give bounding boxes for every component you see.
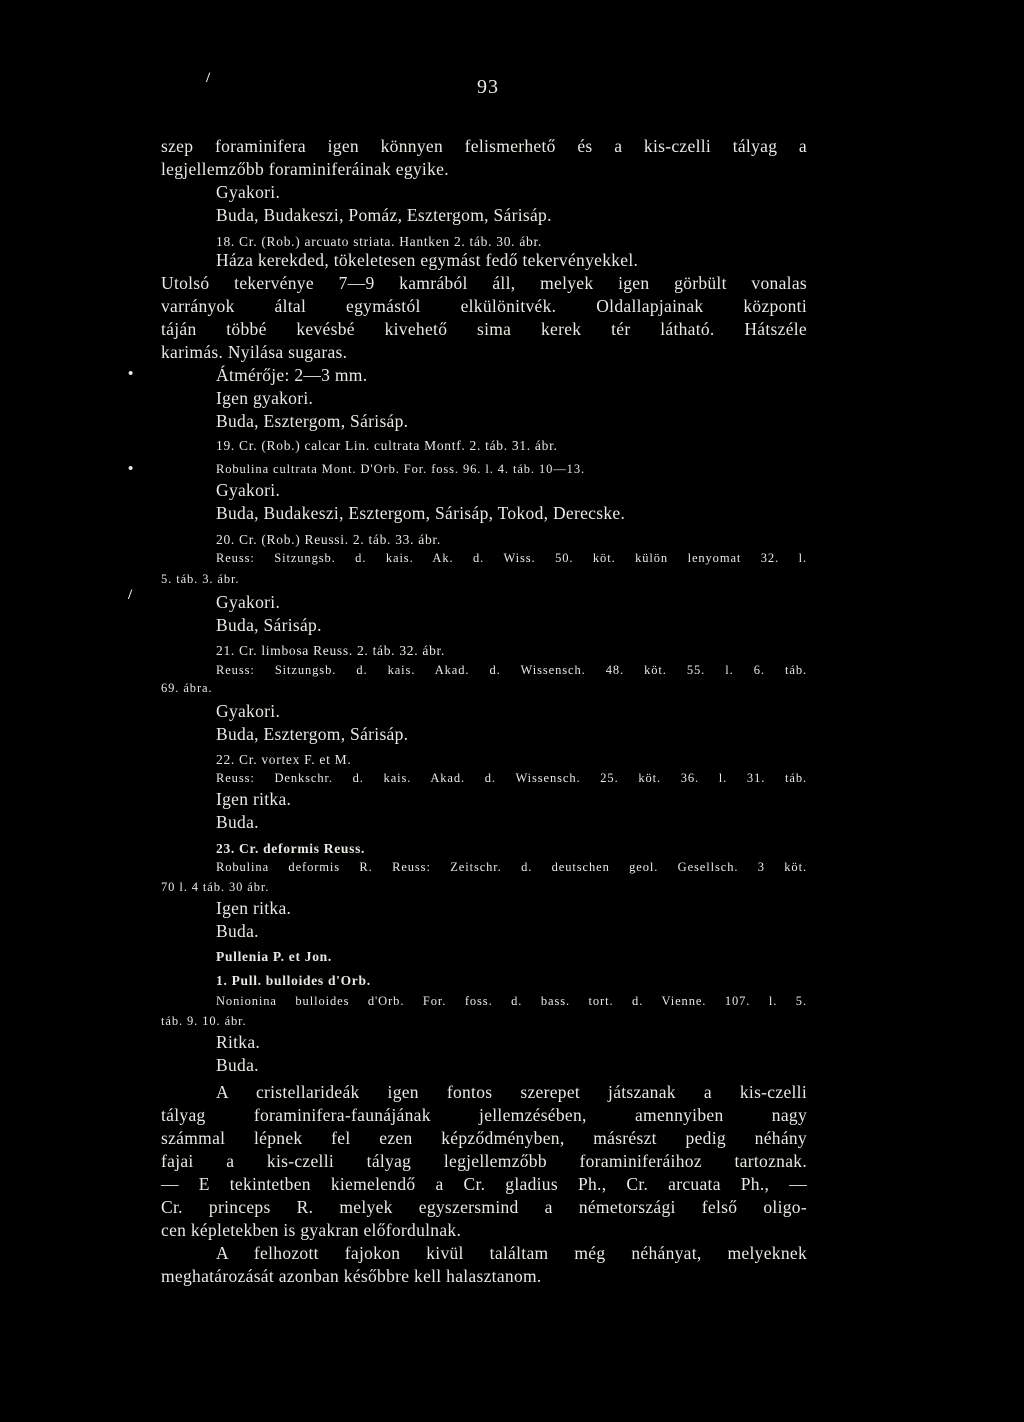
text-line: Igen ritka. <box>216 898 292 918</box>
text-line: szep foraminifera igen könnyen felismerhető és a kis-czelli tályag a <box>161 136 807 156</box>
text-line: Buda, Budakeszi, Esztergom, Sárisáp, Tokod, Derecske. <box>216 503 626 523</box>
text-line: varrányok által egymástól elkülönitvék. Oldallapjainak központi <box>161 296 807 316</box>
margin-mark: • <box>128 366 134 382</box>
text-line: meghatározását azonban későbbre kell halasztanom. <box>161 1266 542 1286</box>
text-line: Nonionina bulloides d'Orb. For. foss. d. bass. tort. d. Vienne. 107. l. 5. <box>216 994 807 1008</box>
text-line: 23. Cr. deformis Reuss. <box>216 841 366 856</box>
text-line: Igen gyakori. <box>216 388 314 408</box>
text-line: Pullenia P. et Jon. <box>216 949 332 964</box>
text-line: Igen ritka. <box>216 789 292 809</box>
text-line: 5. táb. 3. ábr. <box>161 572 240 586</box>
text-line: Gyakori. <box>216 182 281 202</box>
text-line: táb. 9. 10. ábr. <box>161 1014 247 1028</box>
text-line: 21. Cr. limbosa Reuss. 2. táb. 32. ábr. <box>216 643 446 658</box>
text-line: Reuss: Denkschr. d. kais. Akad. d. Wissensch. 25. köt. 36. l. 31. táb. <box>216 771 807 785</box>
text-line: karimás. Nyilása sugaras. <box>161 342 348 362</box>
text-line: 19. Cr. (Rob.) calcar Lin. cultrata Montf. 2. táb. 31. ábr. <box>216 438 558 453</box>
text-line: számmal lépnek fel ezen képződményben, másrészt pedig néhány <box>161 1128 807 1148</box>
text-line: Buda. <box>216 921 259 941</box>
text-line: 69. ábra. <box>161 681 213 695</box>
text-line: Robulina cultrata Mont. D'Orb. For. foss. 96. l. 4. táb. 10—13. <box>216 462 585 476</box>
text-line: Reuss: Sitzungsb. d. kais. Akad. d. Wissensch. 48. köt. 55. l. 6. táb. <box>216 663 807 677</box>
text-line: Buda, Esztergom, Sárisáp. <box>216 411 409 431</box>
text-line: A felhozott fajokon kivül találtam még néhányat, melyeknek <box>216 1243 807 1263</box>
text-line: 70 l. 4 táb. 30 ábr. <box>161 880 270 894</box>
text-line: legjellemzőbb foraminiferáinak egyike. <box>161 159 449 179</box>
margin-mark: / <box>128 587 133 603</box>
margin-mark: • <box>128 461 134 477</box>
text-line: 22. Cr. vortex F. et M. <box>216 752 352 767</box>
text-line: Gyakori. <box>216 480 281 500</box>
text-line: Robulina deformis R. Reuss: Zeitschr. d. deutschen geol. Gesellsch. 3 köt. <box>216 860 807 874</box>
text-line: Átmérője: 2—3 mm. <box>216 365 368 385</box>
text-line: 18. Cr. (Rob.) arcuato striata. Hantken 2. táb. 30. ábr. <box>216 234 543 249</box>
text-line: táján többé kevésbé kivehető sima kerek tér látható. Hátszéle <box>161 319 807 339</box>
margin-mark: / <box>206 70 211 86</box>
text-line: 1. Pull. bulloides d'Orb. <box>216 973 371 988</box>
text-line: 20. Cr. (Rob.) Reussi. 2. táb. 33. ábr. <box>216 532 441 547</box>
text-line: Buda, Esztergom, Sárisáp. <box>216 724 409 744</box>
page-number: 93 <box>477 76 499 98</box>
text-line: Utolsó tekervénye 7—9 kamrából áll, melyek igen görbült vonalas <box>161 273 807 293</box>
text-line: A cristellarideák igen fontos szerepet játszanak a kis-czelli <box>216 1082 807 1102</box>
text-line: Buda, Budakeszi, Pomáz, Esztergom, Sárisáp. <box>216 205 552 225</box>
text-line: cen képletekben is gyakran előfordulnak. <box>161 1220 462 1240</box>
text-line: Buda. <box>216 1055 259 1075</box>
text-line: — E tekintetben kiemelendő a Cr. gladius Ph., Cr. arcuata Ph., — <box>161 1174 807 1194</box>
text-line: Cr. princeps R. melyek egyszersmind a németországi felső oligo- <box>161 1197 807 1217</box>
text-line: tályag foraminifera-faunájának jellemzésében, amennyiben nagy <box>161 1105 807 1125</box>
text-line: Reuss: Sitzungsb. d. kais. Ak. d. Wiss. 50. köt. külön lenyomat 32. l. <box>216 551 807 565</box>
text-line: Buda, Sárisáp. <box>216 615 322 635</box>
text-line: Háza kerekded, tökeletesen egymást fedő tekervényekkel. <box>216 250 639 270</box>
text-line: Buda. <box>216 812 259 832</box>
text-line: Gyakori. <box>216 592 281 612</box>
text-line: Gyakori. <box>216 701 281 721</box>
text-line: Ritka. <box>216 1032 261 1052</box>
text-line: fajai a kis-czelli tályag legjellemzőbb foraminiferáihoz tartoznak. <box>161 1151 807 1171</box>
